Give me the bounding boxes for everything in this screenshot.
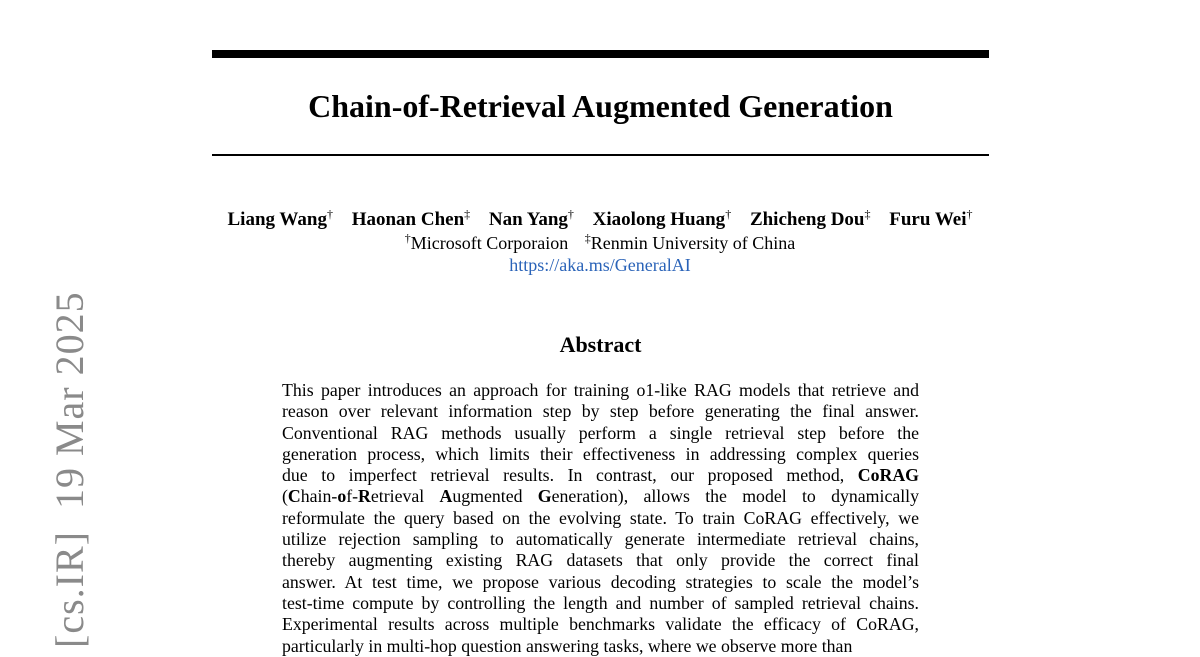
abstract-line: thereby augmenting existing RAG datasets that only provide the correct final <box>282 550 919 571</box>
project-link[interactable]: https://aka.ms/GeneralAI <box>509 255 691 275</box>
abstract-line: Experimental results across multiple benchmarks validate the efficacy of CoRAG, <box>282 614 919 635</box>
abstract-body <box>282 380 919 657</box>
author: Nan Yang† <box>488 207 574 230</box>
author: Liang Wang† <box>227 207 333 230</box>
abstract-line: generation process, which limits their effectiveness in addressing complex queries <box>282 443 919 464</box>
author: Xiaolong Huang† <box>592 207 732 230</box>
author-list <box>200 208 1000 232</box>
arxiv-stamp <box>48 269 92 648</box>
abstract-line: particularly in multi-hop question answering tasks, where we observe more than <box>282 635 853 656</box>
abstract-line: (Chain-of-Retrieval Augmented Generation), allows the model to dynamically <box>282 486 919 507</box>
abstract-line: reason over relevant information step by step before generating the final answer. <box>282 401 919 422</box>
affiliation: †Microsoft Corporaion <box>404 231 569 253</box>
abstract-heading: Abstract <box>559 332 642 357</box>
affiliation-list <box>200 232 1000 254</box>
abstract-line: utilize rejection sampling to automatically generate intermediate retrieval chains, <box>282 529 919 550</box>
abstract-line: answer. At test time, we propose various decoding strategies to scale the model’s <box>282 571 919 592</box>
abstract-line: test-time compute by controlling the length and number of sampled retrieval chains. <box>282 592 919 613</box>
author: Zhicheng Dou‡ <box>749 207 871 230</box>
title-rule-bottom <box>212 154 989 156</box>
arxiv-date: 19 Mar 2025 <box>47 291 92 510</box>
title-rule-top <box>212 50 989 58</box>
abstract-line: This paper introduces an approach for training o1-like RAG models that retrieve and <box>282 380 919 400</box>
abstract-line: due to imperfect retrieval results. In contrast, our proposed method, CoRAG <box>282 465 919 486</box>
abstract-line: reformulate the query based on the evolving state. To train CoRAG effectively, we <box>282 507 919 528</box>
paper-title: Chain-of-Retrieval Augmented Generation <box>308 88 893 124</box>
abstract-line: Conventional RAG methods usually perform a single retrieval step before the <box>282 422 919 443</box>
author: Furu Wei† <box>889 207 973 230</box>
affiliation: ‡Renmin University of China <box>584 231 796 253</box>
author: Haonan Chen‡ <box>351 207 471 230</box>
arxiv-category: [cs.IR] <box>47 531 92 648</box>
